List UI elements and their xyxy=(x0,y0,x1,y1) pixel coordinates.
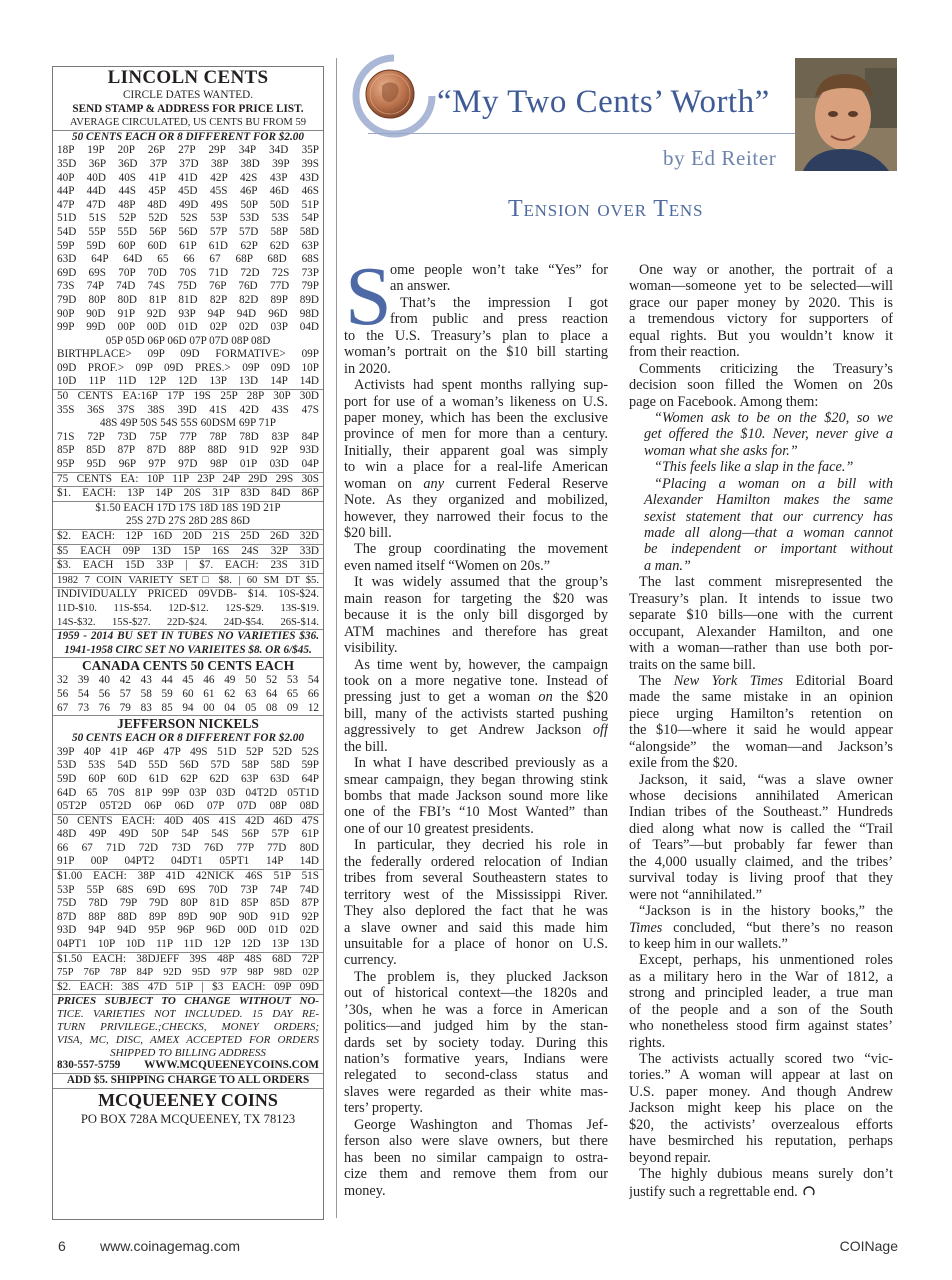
ad-line: 35S 36S 37S 38S 39D 41S 42D 43S 47S xyxy=(57,403,319,416)
article-line: be independent or important without xyxy=(644,541,893,558)
article-line: The New York Times Editorial Board xyxy=(639,672,893,689)
article-line: Jackson, it said, “was a slave owner xyxy=(639,771,893,788)
article-line: politics—and judged him by the stan- xyxy=(344,1018,608,1035)
ad-line: 10D 11P 11D 12P 12D 13P 13D 14P 14D xyxy=(53,375,323,390)
article-line: a tremendous victory for supporters of xyxy=(629,311,893,328)
article-line: ome people won’t take “Yes” for xyxy=(390,262,608,278)
article-line: to win a place for a real-life American xyxy=(344,459,608,476)
ad-line: TURN PRIVILEGE.;CHECKS, MONEY ORDERS; xyxy=(57,1021,319,1033)
article-line: ’30s, when he was a force in American xyxy=(344,1001,608,1018)
article-line: aggressively to get Andrew Jackson off xyxy=(344,722,608,739)
ad-line: 67 73 76 79 83 85 94 00 04 05 08 09 12 xyxy=(53,702,323,717)
ad-line: 71S 72P 73D 75P 77P 78P 78D 83P 84P xyxy=(57,430,319,443)
ad-line: 18P 19P 20P 26P 27P 29P 34P 34D 35P xyxy=(57,144,319,157)
article-line: traits on the same bill. xyxy=(629,656,756,673)
ad-line: 66 67 71D 72D 73D 76D 77P 77D 80D xyxy=(57,841,319,854)
ad-line: 87D 88P 88D 89P 89D 90P 90D 91D 92P xyxy=(57,910,319,923)
article-column-2 xyxy=(629,262,893,1199)
article-line: died along what now is called the “Trail xyxy=(629,820,893,837)
article-line: have besmirched his reputation, perhaps xyxy=(629,1133,893,1150)
byline: by Ed Reiter xyxy=(663,146,777,170)
ad-line: 64D 65 70S 81P 99P 03P 03D 04T2D 05T1D xyxy=(57,786,319,799)
article-line: The group coordinating the movement xyxy=(354,541,608,558)
article-line: the bill. xyxy=(344,738,388,755)
article-line: took on a more negative tone. Instead of xyxy=(344,672,608,689)
ad-line: AVERAGE CIRCULATED, US CENTS BU FROM 59 xyxy=(53,116,323,131)
article-line: nation’s formative years, Indians were xyxy=(344,1051,608,1067)
title-underline xyxy=(368,133,840,134)
article-line: from their reaction. xyxy=(629,344,740,361)
ad-line: 50 CENTS EACH OR 8 DIFFERENT FOR $2.00 xyxy=(72,732,304,745)
page-number: 6 xyxy=(58,1238,66,1254)
ad-line: 830-557-5759 WWW.MCQUEENEYCOINS.COM xyxy=(53,1059,323,1074)
article-line: a slave owner and said this made him xyxy=(344,919,608,936)
article-line: ters’ property. xyxy=(344,1100,423,1117)
article-line: the 4,000 usually claimed, and the tribes’ xyxy=(629,853,893,870)
article-line: Activists had spent months rallying sup- xyxy=(354,377,608,394)
article-line: In what I have described previously as a xyxy=(354,755,608,772)
ad-line: CANADA CENTS 50 CENTS EACH xyxy=(81,658,295,674)
article-line: with a woman—rather than use both por- xyxy=(629,640,893,657)
article-line: equal rights. But you wouldn’t know it xyxy=(629,327,893,344)
article-line: The activists actually scored two “vic- xyxy=(639,1051,893,1067)
article-line: an answer. xyxy=(390,278,451,295)
article-line: even named itself “Women on 20s.” xyxy=(344,557,551,574)
article-line: one of the FBI’s “10 Most Wanted” than xyxy=(344,804,608,821)
article-line: money. xyxy=(344,1182,386,1199)
ad-line: 11D-$10. 11S-$54. 12D-$12. 12S-$29. 13S-$19. xyxy=(57,602,319,614)
article-line: visibility. xyxy=(344,640,398,657)
ad-line: 1959 - 2014 BU SET IN TUBES NO VARIETIES $36. xyxy=(57,630,319,643)
ad-line: 95P 95D 96P 97P 97D 98P 01P 03D 04P xyxy=(53,458,323,473)
end-mark-icon xyxy=(798,1183,816,1199)
article-line: who nonetheless stood firm against states’ xyxy=(629,1018,893,1035)
article-line: has been no similar campaign to ostra- xyxy=(344,1149,608,1166)
article-line: made all along—that a woman cannot xyxy=(644,525,893,541)
ad-line: $1. EACH: 13P 14P 20S 31P 83D 84D 86P xyxy=(53,487,323,502)
article-line: of Tears”—but probably far fewer than xyxy=(629,837,893,854)
article-line: justify such a regrettable end. xyxy=(629,1183,893,1199)
ad-line: 1982 7 COIN VARIETY SET□ $8. | 60 SM DT $5. xyxy=(53,574,323,589)
article-line: paper money, which has been the exclusive xyxy=(344,409,608,426)
article-line: Treasury’s plan. It intends to issue two xyxy=(629,590,893,607)
article-line: Indian tribes of the Southeast.” Hundreds xyxy=(629,804,893,821)
article-line: exile from the $20. xyxy=(629,755,738,772)
ad-line: 40P 40D 40S 41P 41D 42P 42S 43P 43D xyxy=(57,171,319,184)
ad-line: $1.50 EACH: 38DJEFF 39S 48P 48S 68D 72P xyxy=(57,952,319,965)
ad-line: 09D PROF.> 09P 09D PRES.> 09P 09D 10P xyxy=(57,361,319,374)
article-line: “alongside” the woman—and Jackson’s xyxy=(629,738,893,755)
article-line: decision soon filled the Women on 20s xyxy=(629,377,893,394)
article-line: separate $10 bills—one with the current xyxy=(629,607,893,624)
ad-line: 79D 80P 80D 81P 81D 82P 82D 89P 89D xyxy=(57,293,319,306)
article-line: out of historical context—the 1820s and xyxy=(344,985,608,1002)
article-line: Alexander Hamilton makes the same xyxy=(644,492,893,509)
ad-line: 1941-1958 CIRC SET NO VARIEITES $8. OR 6/$45. xyxy=(53,644,323,659)
article-line: U.S. paper money. And though Andrew xyxy=(629,1083,893,1100)
article-line: smear campaign, they began throwing stink xyxy=(344,771,608,788)
ad-line: LINCOLN CENTS xyxy=(107,67,269,88)
ad-line: 05T2P 05T2D 06P 06D 07P 07D 08P 08D xyxy=(53,800,323,815)
ad-line: 91P 00P 04PT2 04DT1 05PT1 14P 14D xyxy=(53,855,323,870)
article-line: port for use of a woman’s likeness on U.S. xyxy=(344,393,608,410)
article-line: sexist statement that our currency has xyxy=(644,508,893,525)
ad-line: 56 54 56 57 58 59 60 61 62 63 64 65 66 xyxy=(57,687,319,700)
ad-line: 32 39 40 42 43 44 45 46 49 50 52 53 54 xyxy=(57,674,319,687)
article-line: cize them and remove them from our xyxy=(344,1166,608,1183)
ad-line: 59P 59D 60P 60D 61P 61D 62P 62D 63P xyxy=(57,239,319,252)
article-line: $20 bill. xyxy=(344,525,392,541)
ad-line: $1.00 EACH: 38P 41D 42NICK 46S 51P 51S xyxy=(57,870,319,883)
article-line: Comments criticizing the Treasury’s xyxy=(639,360,893,377)
article-line: woman on any current Federal Reserve xyxy=(344,475,608,492)
article-line: province of men for more than a century. xyxy=(344,426,608,443)
article-line: In particular, they decried his role in xyxy=(354,837,608,854)
article-line: however, they narrowed their focus to the xyxy=(344,508,608,525)
ad-line: 63D 64P 64D 65 66 67 68P 68D 68S xyxy=(57,253,319,266)
ad-line: 48D 49P 49D 50P 54P 54S 56P 57P 61P xyxy=(57,828,319,841)
drop-cap: S xyxy=(345,250,392,343)
article-line: territory west of the Mississippi River. xyxy=(344,886,608,903)
article-line: $20, the activists’ overzealous efforts xyxy=(629,1116,893,1133)
ad-line: 75P 76P 78P 84P 92D 95D 97P 98P 98D 02P xyxy=(53,966,323,981)
article-line: the $10—where it said he would appear xyxy=(629,722,893,739)
ad-line: SEND STAMP & ADDRESS FOR PRICE LIST. xyxy=(72,102,304,115)
article-line: a man.” xyxy=(644,557,691,574)
article-line: Jackson might keep his place on the xyxy=(629,1100,893,1117)
ad-line: CIRCLE DATES WANTED. xyxy=(123,89,253,101)
penny-logo-icon xyxy=(352,54,436,138)
article-line: bombs that made Jackson sound more like xyxy=(344,788,608,804)
article-line: piece urging Hamilton’s retention on xyxy=(629,705,893,722)
ad-line: 35D 36P 36D 37P 37D 38P 38D 39P 39S xyxy=(57,157,319,170)
article-line: bill, many of the activists started pushing xyxy=(344,705,608,722)
ad-line: PRICES SUBJECT TO CHANGE WITHOUT NO- xyxy=(57,995,319,1008)
footer-magazine-name: COINage xyxy=(839,1238,898,1254)
article-line: as a military hero in the War of 1812, a xyxy=(629,968,893,985)
article-line: because it is the only bill disgorged by xyxy=(344,607,608,624)
ad-line: 99P 99D 00P 00D 01D 02P 02D 03P 04D xyxy=(57,321,319,334)
article-line: The problem is, they plucked Jackson xyxy=(354,968,608,985)
article-column-1 xyxy=(344,250,608,1199)
article-line: grace our paper money by 2020. This is xyxy=(629,294,893,311)
article-line: to the U.S. Treasury’s plan to place a xyxy=(344,327,608,344)
ad-line: 51D 51S 52P 52D 52S 53P 53D 53S 54P xyxy=(57,212,319,225)
ad-line: 73S 74P 74D 74S 75D 76P 76D 77D 79P xyxy=(57,280,319,293)
article-line: They also deplored the fact that he was xyxy=(344,903,608,920)
ad-line: 54D 55P 55D 56P 56D 57P 57D 58P 58D xyxy=(57,225,319,238)
article-line: get offered the $10. Never, never give a xyxy=(644,426,893,443)
article-line: of the people and a son of the South xyxy=(629,1001,893,1018)
ad-line: INDIVIDUALLY PRICED 09VDB- $14. 10S-$24. xyxy=(57,588,319,601)
ad-line: 75 CENTS EA: 10P 11P 23P 24P 29D 29S 30S xyxy=(53,473,323,488)
ad-line: $5 EACH 09P 13D 15P 16S 24S 32P 33D xyxy=(53,545,323,560)
article-line: whose decisions annihilated American xyxy=(629,788,893,804)
article-line: rights. xyxy=(629,1034,666,1051)
article-line: The highly dubious means surely don’t xyxy=(639,1166,893,1183)
ad-line: BIRTHPLACE> 09P 09D FORMATIVE> 09P xyxy=(57,348,319,361)
article-line: “Placing a woman on a bill with xyxy=(654,475,893,492)
headline: Tension over Tens xyxy=(508,196,704,222)
ad-line: $2. EACH: 12P 16D 20D 21S 25D 26D 32D xyxy=(53,530,323,545)
ad-line: PO BOX 728A MCQUEENEY, TX 78123 xyxy=(80,1111,296,1126)
article-line: ferson also were slave owners, but there xyxy=(344,1133,608,1150)
article-line: tribes from several Southeastern states to xyxy=(344,870,608,887)
ad-line: 53P 55P 68S 69D 69S 70D 73P 74P 74D xyxy=(57,883,319,896)
ad-line: 85P 85D 87P 87D 88P 88D 91D 92P 93D xyxy=(57,444,319,457)
ad-line: TICE. VARIETIES NOT INCLUDED. 15 DAY RE- xyxy=(57,1008,319,1021)
article-line: Times concluded, “but there’s no reason xyxy=(629,919,893,936)
ad-line: MCQUEENEY COINS xyxy=(98,1089,278,1110)
article-line: George Washington and Thomas Jef- xyxy=(354,1116,608,1133)
ad-line: ADD $5. SHIPPING CHARGE TO ALL ORDERS xyxy=(53,1074,323,1089)
ad-line: 50 CENTS EACH: 40D 40S 41S 42D 46D 47S xyxy=(57,814,319,827)
ad-line: 04PT1 10P 10D 11P 11D 12P 12D 13P 13D xyxy=(53,938,323,953)
ad-line: JEFFERSON NICKELS xyxy=(117,716,259,732)
article-line: in 2020. xyxy=(344,360,391,377)
article-line: survival today is living proof that they xyxy=(629,870,893,887)
ad-line: $1.50 EACH 17D 17S 18D 18S 19D 21P xyxy=(95,501,281,514)
column-divider xyxy=(336,58,337,1218)
ad-line: 90P 90D 91P 92D 93P 94P 94D 96D 98D xyxy=(57,307,319,320)
article-line: occupant, Alexander Hamilton, and one xyxy=(629,623,893,640)
article-line: tories.” A woman will appear at last on xyxy=(629,1067,893,1084)
ad-line: VISA, MC, DISC, AMEX ACCEPTED FOR ORDERS xyxy=(57,1033,319,1046)
article-line: One way or another, the portrait of a xyxy=(639,262,893,278)
ad-line: 69D 69S 70P 70D 70S 71D 72D 72S 73P xyxy=(57,266,319,279)
ad-line: 25S 27D 27S 28D 28S 86D xyxy=(53,515,323,530)
article-line: unsuitable for a place of honor on U.S. xyxy=(344,935,608,952)
ad-line: SHIPPED TO BILLING ADDRESS xyxy=(110,1046,266,1059)
article-line: “Jackson is in the history books,” the xyxy=(639,903,893,920)
article-line: woman what she asks for.” xyxy=(644,442,798,459)
article-line: The last comment misrepresented the xyxy=(639,574,893,591)
article-line: pressing just to get a woman on the $20 xyxy=(344,689,608,706)
article-line: It was widely assumed that the group’s xyxy=(354,574,608,591)
article-line: relegated to second-class status and xyxy=(344,1067,608,1084)
article-line: That’s the impression I got xyxy=(400,294,608,311)
article-line: Except, perhaps, his unmentioned roles xyxy=(639,952,893,969)
footer-url: www.coinagemag.com xyxy=(100,1238,241,1254)
ad-line: $3. EACH 15D 33P | $7. EACH: 23S 31D xyxy=(53,559,323,574)
ad-line: 05P 05D 06P 06D 07P 07D 08P 08D xyxy=(105,334,271,347)
article-line: slaves were regarded as their white mas- xyxy=(344,1083,608,1100)
ad-line: 47P 47D 48P 48D 49D 49S 50P 50D 51P xyxy=(57,198,319,211)
article-line: Note. As they organized and mobilized, xyxy=(344,492,608,509)
article-line: ATM machines and therefore has great xyxy=(344,623,608,640)
ad-line: 48S 49P 50S 54S 55S 60DSM 69P 71P xyxy=(99,417,277,430)
article-line: currency. xyxy=(344,952,397,969)
article-line: beyond repair. xyxy=(629,1149,711,1166)
ad-line: 50 CENTS EA:16P 17P 19S 25P 28P 30P 30D xyxy=(57,390,319,403)
article-line: woman’s portrait on the $10 bill starting xyxy=(344,344,608,361)
article-line: As time went by, however, the campaign xyxy=(354,656,608,673)
ad-line: 75D 78D 79P 79D 80P 81D 85P 85D 87P xyxy=(57,897,319,910)
article-line: woman—someone yet to be selected—will xyxy=(629,278,893,295)
column-title: “My Two Cents’ Worth” xyxy=(437,84,770,120)
article-line: from public and press reaction xyxy=(390,311,608,328)
ad-line: $2. EACH: 38S 47D 51P | $3 EACH: 09P 09D xyxy=(53,981,323,996)
author-photo xyxy=(795,58,897,171)
ad-line: 44P 44D 44S 45P 45D 45S 46P 46D 46S xyxy=(57,185,319,198)
article-line: page on Facebook. Among them: xyxy=(629,393,819,410)
mcqueeney-coins-ad xyxy=(52,66,324,1220)
ad-line: 59D 60P 60D 61D 62P 62D 63P 63D 64P xyxy=(57,772,319,785)
article-line: the federally ordered relocation of Indian xyxy=(344,853,608,870)
article-line: Initially, their apparent goal was simply xyxy=(344,442,608,459)
article-line: main reason for targeting the $20 was xyxy=(344,590,608,607)
article-line: strong and principled leader, a true man xyxy=(629,985,893,1002)
ad-line: 14S-$32. 15S-$27. 22D-$24. 24D-$54. 26S-$14. xyxy=(53,616,323,631)
article-line: to keep him in our wallets.” xyxy=(629,935,788,952)
article-line: made the same mistake in an opinion xyxy=(629,689,893,706)
article-line: were not “annihilated.” xyxy=(629,886,762,903)
ad-line: 53D 53S 54D 55D 56D 57D 58P 58D 59P xyxy=(57,759,319,772)
article-line: dards set by society today. During this xyxy=(344,1034,608,1051)
ad-line: 50 CENTS EACH OR 8 DIFFERENT FOR $2.00 xyxy=(72,130,304,143)
ad-line: 39P 40P 41P 46P 47P 49S 51D 52P 52D 52S xyxy=(57,745,319,758)
article-line: “This feels like a slap in the face.” xyxy=(654,459,854,476)
article-line: one of our 10 greatest presidents. xyxy=(344,820,534,837)
article-line: “Women ask to be on the $20, so we xyxy=(654,409,893,426)
ad-line: 93D 94P 94D 95P 96P 96D 00D 01D 02D xyxy=(57,924,319,937)
